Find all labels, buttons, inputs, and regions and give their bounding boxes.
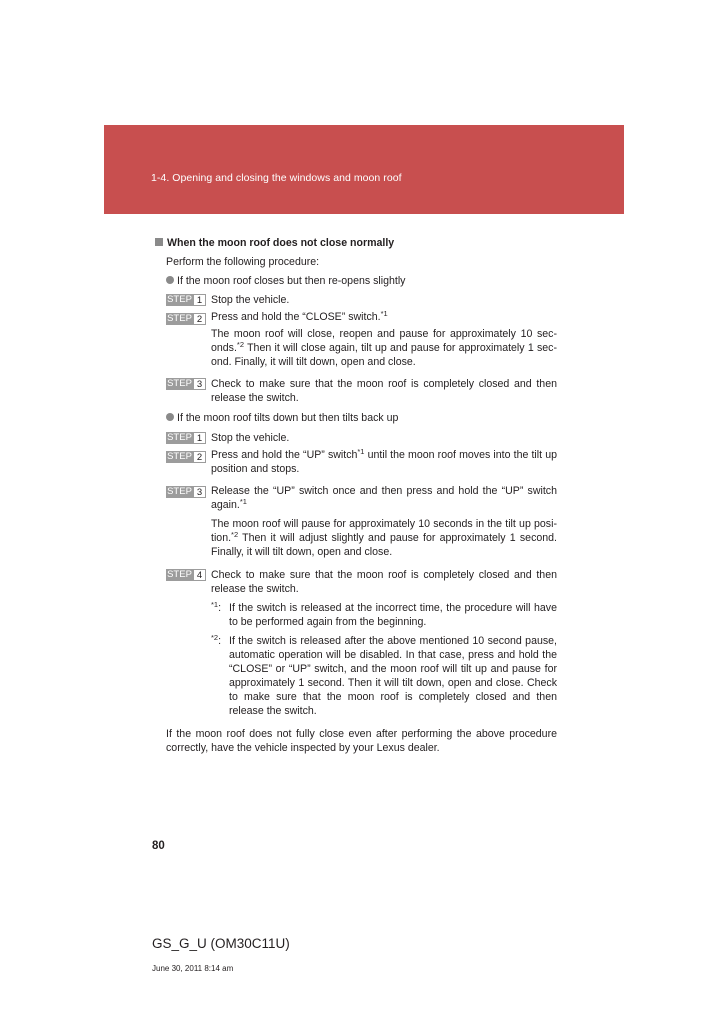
footnote-ref: *2 xyxy=(231,530,239,539)
step-badge: STEP 2 xyxy=(166,451,206,463)
step-badge: STEP 1 xyxy=(166,294,206,306)
footnote-text: If the switch is released after the above mentioned 10 second pause, automatic operation will be disabled. In that case, press and hold the “CLOSE” or “UP” switch, and the moon roof will tilt up and pause for approximately 1 second. Then it will tilt down, open and close. Check to make sure that the moon roof is completely closed and then release the switch. xyxy=(229,635,557,717)
step-text: Stop the vehicle. xyxy=(211,432,290,444)
intro-text: Perform the following procedure: xyxy=(166,256,320,268)
step-badge: STEP 4 xyxy=(166,569,206,581)
step-badge: STEP 2 xyxy=(166,313,206,325)
document-date: June 30, 2011 8:14 am xyxy=(152,964,234,973)
step-text: Stop the vehicle. xyxy=(211,294,290,306)
closing-paragraph: If the moon roof does not fully close even after performing the above procedure correctly, have the vehicle inspected by your Lexus dealer. xyxy=(166,728,557,754)
step-text: The moon roof will pause for approximately 10 seconds in the tilt up posi-tion.$^{*2}$ Then it will adjust slightly and pause for approximately 1 second. Finally, it will tilt down, open and close. xyxy=(211,518,557,558)
step-text: Check to make sure that the moon roof is completely closed and then release the switch. xyxy=(211,378,557,404)
case2-title: If the moon roof tilts down but then tilts back up xyxy=(166,411,398,425)
square-bullet-icon xyxy=(155,238,163,246)
footnote-ref: *1 xyxy=(380,309,388,318)
page-number: 80 xyxy=(152,840,165,852)
step-text: Check to make sure that the moon roof is completely closed and then release the switch. xyxy=(211,569,557,595)
footnote-mark: $^{*2}$: xyxy=(211,633,222,647)
footnote-text: If the switch is released at the incorrect time, the procedure will have to be performed again from the beginning. xyxy=(229,602,557,628)
section-title: 1-4. Opening and closing the windows and moon roof xyxy=(151,172,402,184)
step-badge: STEP 3 xyxy=(166,486,206,498)
step-text: The moon roof will close, reopen and pause for approximately 10 sec-onds.$^{*2}$ Then it will close again, tilt up and pause for approximately 1 sec-ond. Finally, it will tilt down, open and close. xyxy=(211,328,557,368)
step-text: Press and hold the “UP” switch$^{*1}$ until the moon roof moves into the tilt up position and stops. xyxy=(211,447,557,475)
step-badge: STEP 3 xyxy=(166,378,206,390)
step-badge: STEP 1 xyxy=(166,432,206,444)
circle-bullet-icon xyxy=(166,276,174,284)
header-band xyxy=(104,125,624,214)
case1-title: If the moon roof closes but then re-opens slightly xyxy=(166,274,405,288)
document-code: GS_G_U (OM30C11U) xyxy=(152,936,290,951)
circle-bullet-icon xyxy=(166,413,174,421)
step-text: Press and hold the “CLOSE” switch.$^{*1}$ xyxy=(211,309,388,323)
footnote-ref: *2 xyxy=(236,340,245,349)
footnote-ref: *1 xyxy=(357,447,365,456)
footnote-mark: $^{*1}$: xyxy=(211,600,222,614)
footnote-ref: *1 xyxy=(239,497,247,506)
step-text: Release the “UP” switch once and then press and hold the “UP” switch again.$^{*1}$ xyxy=(211,485,557,511)
section-heading: When the moon roof does not close normally xyxy=(155,236,394,250)
